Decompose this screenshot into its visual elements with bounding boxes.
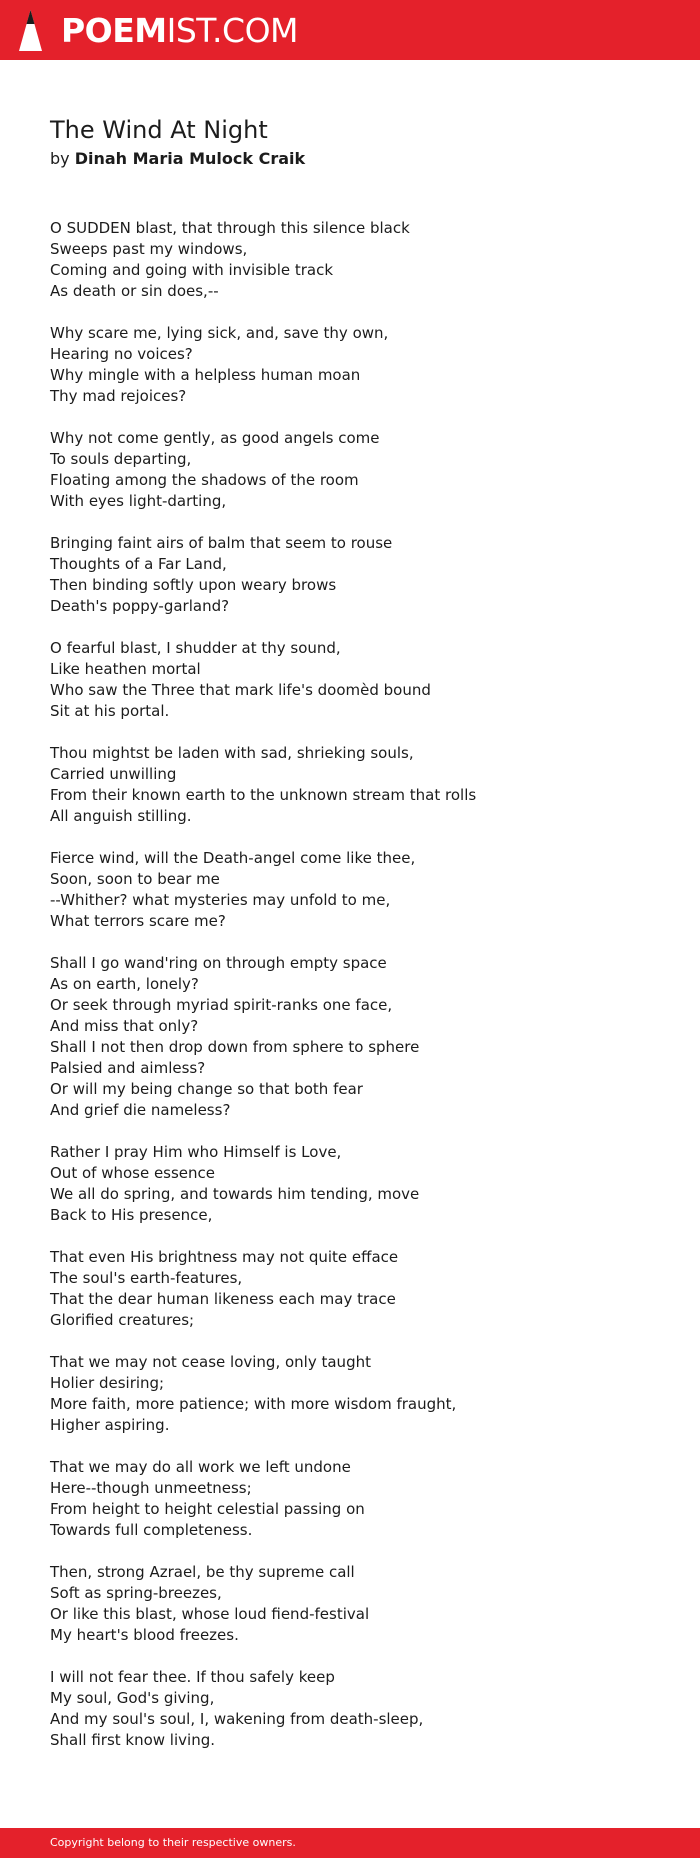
poem-line: --Whither? what mysteries may unfold to me, <box>50 891 391 909</box>
poem-line: My heart's blood freezes. <box>50 1626 239 1644</box>
poem-line: O fearful blast, I shudder at thy sound, <box>50 639 341 657</box>
poem-line: Back to His presence, <box>50 1206 213 1224</box>
poem-stanza <box>50 323 670 407</box>
poem-stanza <box>50 743 670 827</box>
poem-line: Glorified creatures; <box>50 1311 195 1329</box>
poem-line: Palsied and aimless? <box>50 1059 206 1077</box>
poem-line: Fierce wind, will the Death-angel come like thee, <box>50 849 416 867</box>
poem-author: Dinah Maria Mulock Craik <box>74 149 306 168</box>
poem-line: What terrors scare me? <box>50 912 226 930</box>
poem-line: Or will my being change so that both fear <box>50 1080 363 1098</box>
by-prefix: by <box>50 149 70 168</box>
byline <box>50 148 305 170</box>
poem-line: Then, strong Azrael, be thy supreme call <box>50 1563 355 1581</box>
poem-line: From their known earth to the unknown stream that rolls <box>50 786 477 804</box>
poem-line: Thou mightst be laden with sad, shrieking souls, <box>50 744 414 762</box>
poem-body <box>50 218 670 1772</box>
poem-line: From height to height celestial passing on <box>50 1500 365 1518</box>
poem-line: Here--though unmeetness; <box>50 1479 252 1497</box>
poem-stanza <box>50 1247 670 1331</box>
poem-line: Why mingle with a helpless human moan <box>50 366 361 384</box>
poem-line: That the dear human likeness each may trace <box>50 1290 396 1308</box>
poem-stanza <box>50 1142 670 1226</box>
pencil-icon <box>18 9 43 53</box>
poem-line: Sweeps past my windows, <box>50 240 248 258</box>
poem-line: Rather I pray Him who Himself is Love, <box>50 1143 342 1161</box>
poem-line: Holier desiring; <box>50 1374 165 1392</box>
poem-line: Death's poppy-garland? <box>50 597 230 615</box>
poem-line: With eyes light-darting, <box>50 492 227 510</box>
poem-line: That we may not cease loving, only taught <box>50 1353 371 1371</box>
poem-line: As death or sin does,-- <box>50 282 219 300</box>
poem-stanza <box>50 1667 670 1751</box>
poem-line: I will not fear thee. If thou safely keep <box>50 1668 335 1686</box>
poem-line: All anguish stilling. <box>50 807 192 825</box>
poem-line: Higher aspiring. <box>50 1416 170 1434</box>
poem-line: We all do spring, and towards him tending, move <box>50 1185 420 1203</box>
poem-line: Or like this blast, whose loud fiend-festival <box>50 1605 370 1623</box>
poem-line: Like heathen mortal <box>50 660 201 678</box>
poem-line: And miss that only? <box>50 1017 199 1035</box>
poem-line: Carried unwilling <box>50 765 177 783</box>
poem-line: Or seek through myriad spirit-ranks one face, <box>50 996 393 1014</box>
poem-line: Coming and going with invisible track <box>50 261 334 279</box>
poem-line: My soul, God's giving, <box>50 1689 215 1707</box>
poem-line: The soul's earth-features, <box>50 1269 243 1287</box>
poem-title: The Wind At Night <box>50 116 268 144</box>
copyright-notice: Copyright belong to their respective owners. <box>50 1836 296 1849</box>
poem-stanza <box>50 848 670 932</box>
poem-line: As on earth, lonely? <box>50 975 199 993</box>
poem-line: And my soul's soul, I, wakening from death-sleep, <box>50 1710 424 1728</box>
poem-line: Thoughts of a Far Land, <box>50 555 227 573</box>
poem-line: Shall I not then drop down from sphere to sphere <box>50 1038 420 1056</box>
poem-line: That we may do all work we left undone <box>50 1458 351 1476</box>
poem-line: Sit at his portal. <box>50 702 170 720</box>
poem-stanza <box>50 428 670 512</box>
poem-line: Bringing faint airs of balm that seem to rouse <box>50 534 393 552</box>
poem-stanza <box>50 953 670 1121</box>
site-footer <box>0 1828 700 1858</box>
poem-line: Why not come gently, as good angels come <box>50 429 380 447</box>
poem-line: Soft as spring-breezes, <box>50 1584 222 1602</box>
poem-line: And grief die nameless? <box>50 1101 231 1119</box>
poem-stanza <box>50 218 670 302</box>
poem-line: Shall first know living. <box>50 1731 215 1749</box>
site-logo-link[interactable] <box>18 9 298 53</box>
poem-line: Thy mad rejoices? <box>50 387 187 405</box>
poem-line: Out of whose essence <box>50 1164 216 1182</box>
poem-line: Hearing no voices? <box>50 345 193 363</box>
poem-line: O SUDDEN blast, that through this silence black <box>50 219 410 237</box>
poem-stanza <box>50 638 670 722</box>
poem-line: Who saw the Three that mark life's doomèd bound <box>50 681 431 699</box>
poem-line: Then binding softly upon weary brows <box>50 576 337 594</box>
poem-line: Soon, soon to bear me <box>50 870 220 888</box>
poem-stanza <box>50 1352 670 1436</box>
poem-line: Floating among the shadows of the room <box>50 471 359 489</box>
site-header <box>0 0 700 60</box>
poem-line: Towards full completeness. <box>50 1521 253 1539</box>
poem-line: To souls departing, <box>50 450 192 468</box>
poem-line: More faith, more patience; with more wisdom fraught, <box>50 1395 457 1413</box>
poem-line: Why scare me, lying sick, and, save thy own, <box>50 324 389 342</box>
site-logo-text <box>61 9 298 53</box>
logo-light-text: IST.COM <box>166 11 299 50</box>
poem-stanza <box>50 1457 670 1541</box>
poem-line: That even His brightness may not quite efface <box>50 1248 399 1266</box>
poem-line: Shall I go wand'ring on through empty space <box>50 954 387 972</box>
poem-stanza <box>50 1562 670 1646</box>
poem-stanza <box>50 533 670 617</box>
logo-bold-text: POEM <box>61 11 167 50</box>
